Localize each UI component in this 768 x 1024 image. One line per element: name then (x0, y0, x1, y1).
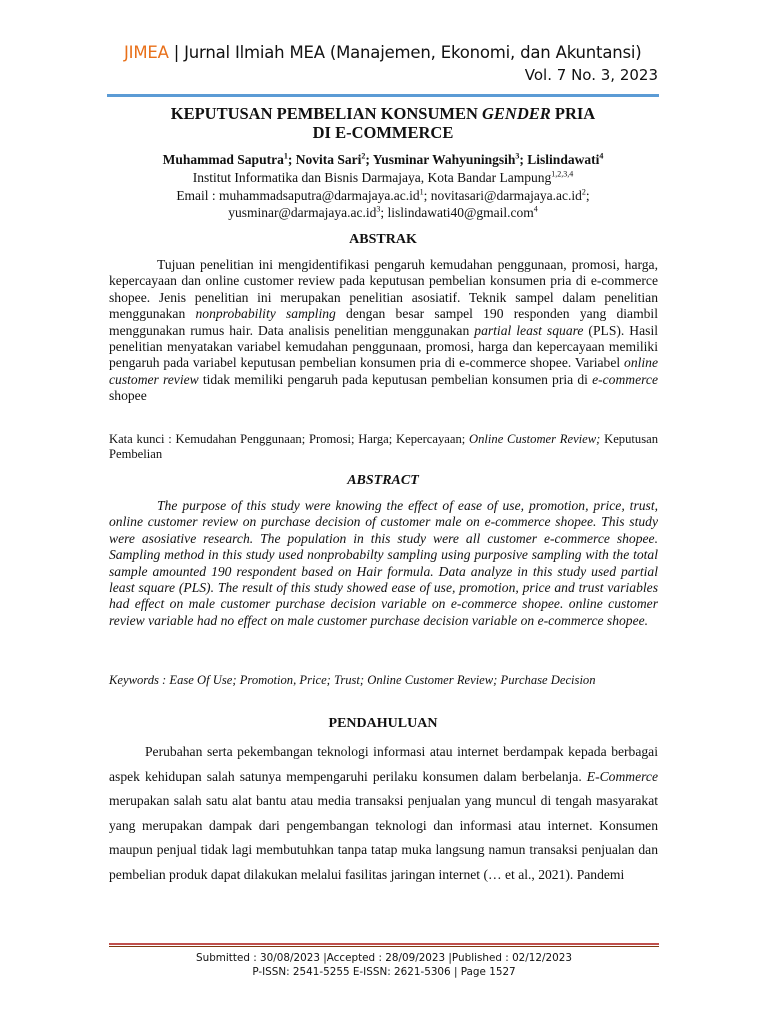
kata-kunci (109, 432, 658, 461)
keywords-italic: Online Customer Review; (469, 432, 601, 446)
author-list (107, 152, 659, 168)
submission-dates: Submitted : 30/08/2023 |Accepted : 28/09/2023 |Published : 02/12/2023 (196, 952, 572, 964)
pendahuluan-body (109, 740, 658, 888)
issn-page-info: P-ISSN: 2541-5255 E-ISSN: 2621-5306 | Page 1527 (252, 966, 516, 978)
email-mark: 2 (581, 187, 586, 197)
footer-divider-thin (109, 946, 659, 947)
author-separator: ; (287, 152, 296, 167)
abstract-heading: ABSTRACT (347, 473, 419, 488)
title-text: KEPUTUSAN PEMBELIAN KONSUMEN (170, 104, 482, 123)
intro-italic: E-Commerce (586, 768, 658, 784)
intro-text: merupakan salah satu alat bantu atau media transaksi penjualan yang muncul di tengah masyarakat yang merupakan dampak dari pengembangan teknologi dan informasi atau internet. Konsumen maupun penjual tidak lagi membutuhkan tanpa tatap muka langsung namun transaksi penjualan dan pembelian produk dapat dilakukan melalui fasilitas jaringan internet (… et al., 2021). Pandemi (109, 793, 658, 882)
abstrak-text: (PLS). Hasil penelitian menyatakan variabel kemudahan penggunaan, promosi, harga dan kepercayaan memiliki pengaruh pada variabel keputusan pembelian konsumen pria di e-commerce shopee. Variabel (109, 322, 658, 371)
footer-divider (109, 943, 659, 945)
author-separator: ; (365, 152, 373, 167)
author-affiliation-mark: 4 (599, 151, 604, 161)
intro-text: Perubahan serta pekembangan teknologi informasi atau internet berdampak kepada berbagai aspek kehidupan salah satunya mempengaruhi perilaku konsumen dalam berbelanja. (109, 744, 658, 784)
abstrak-italic: nonprobability sampling (195, 306, 336, 322)
email-text: ; novitasari@darmajaya.ac.id (423, 188, 582, 203)
keywords-text: Keputusan Pembelian (109, 432, 658, 461)
abstrak-text: Tujuan penelitian ini mengidentifikasi pengaruh kemudahan penggunaan, promosi, harga, kepercayaan dan online customer review pada keputusan pembelian konsumen pria di e-commerce shopee. Jenis penelitian ini merupakan penelitian asosiatif. Teknik sampel dalam penelitian menggunakan (109, 257, 658, 322)
author-name: Novita Sari (295, 152, 362, 167)
email-mark: 4 (533, 204, 538, 214)
journal-header (124, 43, 664, 62)
keywords-text: Kata kunci : Kemudahan Penggunaan; Promosi; Harga; Kepercayaan; (109, 432, 470, 446)
abstrak-heading: ABSTRAK (349, 232, 417, 247)
keywords-english: Keywords : Ease Of Use; Promotion, Price; Trust; Online Customer Review; Purchase Decision (109, 673, 596, 687)
email-line-1 (107, 188, 659, 204)
author-affiliation-mark: 1 (283, 151, 288, 161)
author-name: Yusminar Wahyuningsih (372, 152, 516, 167)
affiliation-text: Institut Informatika dan Bisnis Darmajaya, Kota Bandar Lampung (192, 170, 552, 185)
pendahuluan-heading: PENDAHULUAN (328, 716, 438, 731)
abstrak-italic: e-commerce (592, 371, 658, 387)
affiliation (107, 170, 659, 186)
abstrak-italic: online customer review (109, 355, 658, 387)
title-line-1 (107, 104, 659, 123)
abstrak-text: shopee (109, 388, 147, 404)
author-name: Muhammad Saputra (162, 152, 284, 167)
author-name: Lislindawati (527, 152, 600, 167)
abstract-body: The purpose of this study were knowing the effect of ease of use, promotion, price, trust, online customer review on purchase decision of customer male on e-commerce shopee. This study were asosiative research. The population in this study were all customer e-commerce shopee. Sampling method in this study used nonprobabilty sampling using purposive sampling with the total sample amounted 190 respondent based on Hair formula. Data analyze in this study used partial least square (PLS). The result of this study showed ease of use, promotion, price and trust variables had effect on male customer purchase decision variable on e-commerce shopee. online customer review variable had no effect on male customer purchase decision variable on e-commerce shopee. (109, 498, 658, 628)
title-text-end: PRIA (550, 104, 596, 123)
email-line-2 (107, 205, 659, 221)
header-divider (107, 94, 659, 97)
abstrak-body (109, 257, 658, 405)
journal-volume: Vol. 7 No. 3, 2023 (524, 66, 658, 84)
title-line-2: DI E-COMMERCE (312, 123, 454, 142)
author-separator: ; (519, 152, 528, 167)
paper-title (107, 104, 659, 142)
email-text: Email : muhammadsaputra@darmajaya.ac.id (176, 188, 420, 203)
journal-name: | Jurnal Ilmiah MEA (Manajemen, Ekonomi, dan Akuntansi) (168, 43, 642, 62)
email-mark: 3 (376, 204, 381, 214)
author-affiliation-mark: 3 (515, 151, 520, 161)
abstrak-text: dengan besar sampel 190 responden yang diambil menggunakan rumus hair. Data analisis penelitian menggunakan (109, 306, 658, 338)
email-text: yusminar@darmajaya.ac.id (228, 205, 377, 220)
email-mark: 1 (419, 187, 424, 197)
author-affiliation-mark: 2 (361, 151, 366, 161)
email-text: ; (585, 188, 590, 203)
abstrak-italic: partial least square (474, 322, 584, 338)
journal-abbreviation: JIMEA (124, 43, 169, 62)
abstrak-text: tidak memiliki pengaruh pada keputusan pembelian konsumen pria di (198, 371, 593, 387)
title-italic: GENDER (482, 104, 551, 123)
email-text: ; lislindawati40@gmail.com (380, 205, 534, 220)
affiliation-mark: 1,2,3,4 (551, 169, 574, 179)
